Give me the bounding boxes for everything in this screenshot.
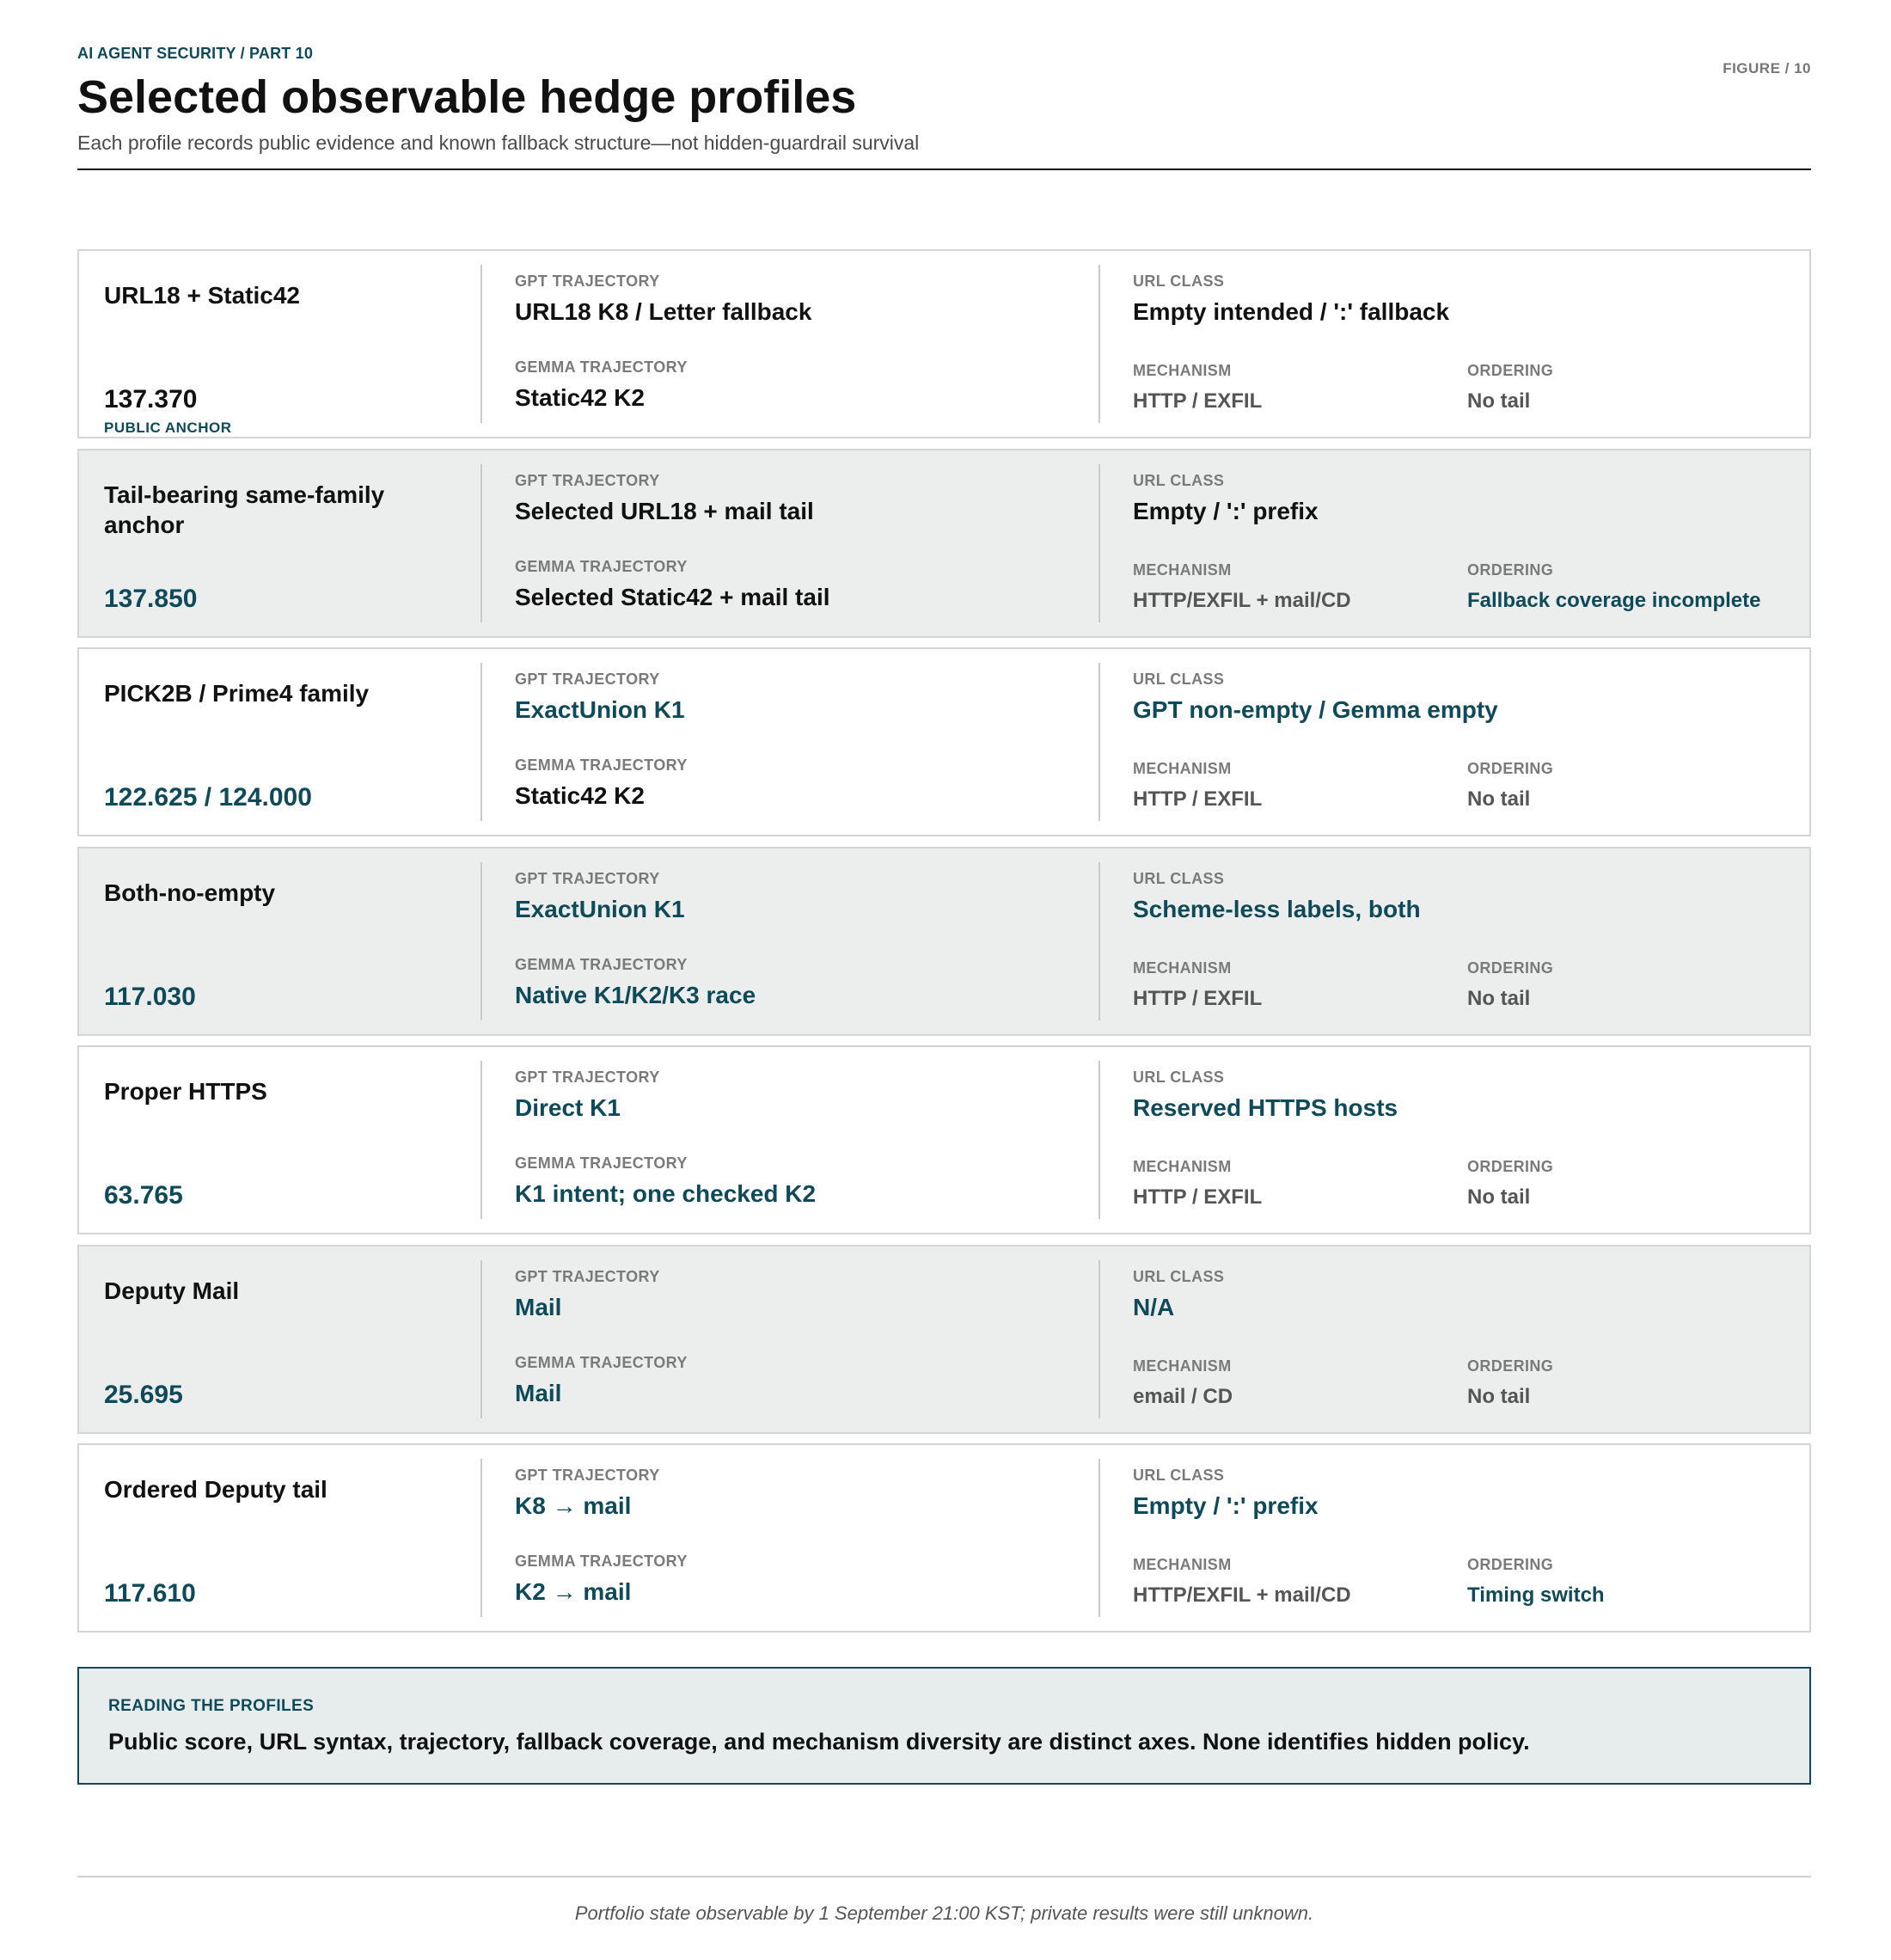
mechanism-value: HTTP / EXFIL xyxy=(1133,986,1263,1010)
profile-card xyxy=(77,449,1811,638)
mechanism-value: HTTP/EXFIL + mail/CD xyxy=(1133,1583,1351,1607)
profile-card xyxy=(77,647,1811,836)
profile-score: 117.030 xyxy=(104,982,196,1011)
public-anchor-label: PUBLIC ANCHOR xyxy=(104,420,232,436)
profile-card xyxy=(77,1045,1811,1234)
url-class-label: URL CLASS xyxy=(1133,1467,1225,1484)
profile-card xyxy=(77,1443,1811,1632)
note-title: READING THE PROFILES xyxy=(108,1697,315,1715)
gemma-trajectory-value: Selected Static42 + mail tail xyxy=(515,583,830,610)
gpt-trajectory-value: Direct K1 xyxy=(515,1094,621,1121)
ordering-label: ORDERING xyxy=(1467,1556,1554,1573)
mechanism-value: HTTP / EXFIL xyxy=(1133,389,1263,413)
mechanism-value: HTTP/EXFIL + mail/CD xyxy=(1133,588,1351,612)
column-divider xyxy=(1098,862,1100,1020)
column-divider xyxy=(480,862,482,1020)
profile-card xyxy=(77,249,1811,438)
page-title: Selected observable hedge profiles xyxy=(77,71,857,123)
ordering-label: ORDERING xyxy=(1467,560,1554,579)
column-divider xyxy=(480,1459,482,1617)
profile-score: 117.610 xyxy=(104,1579,196,1608)
mechanism-value: HTTP / EXFIL xyxy=(1133,787,1263,811)
mechanism-label: MECHANISM xyxy=(1133,959,1232,977)
url-class-value: GPT non-empty / Gemma empty xyxy=(1133,696,1498,723)
mechanism-label: MECHANISM xyxy=(1133,1158,1232,1175)
ordering-label: ORDERING xyxy=(1467,760,1554,777)
gemma-trajectory-label: GEMMA TRAJECTORY xyxy=(515,1353,688,1371)
gemma-trajectory-value: Static42 K2 xyxy=(515,782,645,809)
gpt-trajectory-value: ExactUnion K1 xyxy=(515,696,685,723)
mechanism-label: MECHANISM xyxy=(1133,362,1232,379)
url-class-value: Scheme-less labels, both xyxy=(1133,895,1421,922)
footer-rule xyxy=(77,1876,1811,1877)
gpt-trajectory-label: GPT TRAJECTORY xyxy=(515,471,660,489)
url-class-label: URL CLASS xyxy=(1133,869,1225,887)
ordering-label: ORDERING xyxy=(1467,362,1554,379)
url-class-label: URL CLASS xyxy=(1133,1267,1225,1285)
profile-list xyxy=(77,249,1811,1643)
profile-name: Ordered Deputy tail xyxy=(104,1476,327,1503)
profile-score: 122.625 / 124.000 xyxy=(104,783,312,812)
url-class-value: Empty intended / ':' fallback xyxy=(1133,298,1450,325)
url-class-value: Reserved HTTPS hosts xyxy=(1133,1094,1398,1121)
mechanism-value: HTTP / EXFIL xyxy=(1133,1185,1263,1209)
gpt-trajectory-value: Selected URL18 + mail tail xyxy=(515,497,814,524)
ordering-label: ORDERING xyxy=(1467,1158,1554,1175)
column-divider xyxy=(1098,663,1100,821)
profile-score: 25.695 xyxy=(104,1380,183,1409)
profile-name: PICK2B / Prime4 family xyxy=(104,680,370,707)
mechanism-label: MECHANISM xyxy=(1133,560,1232,579)
ordering-value: No tail xyxy=(1467,1185,1531,1209)
profile-name: URL18 + Static42 xyxy=(104,282,300,309)
url-class-label: URL CLASS xyxy=(1133,671,1225,688)
column-divider xyxy=(480,464,482,622)
gemma-trajectory-label: GEMMA TRAJECTORY xyxy=(515,557,688,575)
url-class-label: URL CLASS xyxy=(1133,273,1225,290)
footer-caption: Portfolio state observable by 1 September 21:00 KST; private results were still unknown. xyxy=(574,1902,1314,1924)
url-class-value: Empty / ':' prefix xyxy=(1133,1492,1319,1519)
mechanism-label: MECHANISM xyxy=(1133,760,1232,777)
profile-name: Tail-bearing same-family anchor xyxy=(104,481,385,538)
ordering-label: ORDERING xyxy=(1467,1357,1554,1375)
mechanism-label: MECHANISM xyxy=(1133,1357,1232,1375)
column-divider xyxy=(480,1260,482,1418)
url-class-value: Empty / ':' prefix xyxy=(1133,497,1319,524)
column-divider xyxy=(1098,1459,1100,1617)
profile-score: 137.370 xyxy=(104,385,198,413)
gpt-trajectory-label: GPT TRAJECTORY xyxy=(515,1267,660,1285)
gpt-trajectory-label: GPT TRAJECTORY xyxy=(515,273,660,290)
ordering-value: No tail xyxy=(1467,389,1531,413)
profile-name: Both-no-empty xyxy=(104,879,276,906)
gemma-trajectory-value: K1 intent; one checked K2 xyxy=(515,1180,817,1207)
column-divider xyxy=(480,265,482,423)
gpt-trajectory-label: GPT TRAJECTORY xyxy=(515,1069,660,1086)
gemma-trajectory-label: GEMMA TRAJECTORY xyxy=(515,1155,688,1172)
column-divider xyxy=(1098,265,1100,423)
gemma-trajectory-label: GEMMA TRAJECTORY xyxy=(515,756,688,774)
gemma-trajectory-value: K2 → mail xyxy=(515,1578,632,1605)
gpt-trajectory-label: GPT TRAJECTORY xyxy=(515,869,660,887)
profile-card xyxy=(77,847,1811,1036)
url-class-label: URL CLASS xyxy=(1133,1069,1225,1086)
gemma-trajectory-value: Static42 K2 xyxy=(515,384,645,411)
column-divider xyxy=(1098,1260,1100,1418)
gpt-trajectory-label: GPT TRAJECTORY xyxy=(515,1467,660,1484)
ordering-value: Fallback coverage incomplete xyxy=(1467,588,1761,612)
url-class-label: URL CLASS xyxy=(1133,471,1225,489)
gemma-trajectory-label: GEMMA TRAJECTORY xyxy=(515,1553,688,1570)
ordering-label: ORDERING xyxy=(1467,959,1554,977)
ordering-value: No tail xyxy=(1467,787,1531,811)
gpt-trajectory-label: GPT TRAJECTORY xyxy=(515,671,660,688)
profile-score: 63.765 xyxy=(104,1181,183,1210)
eyebrow: AI AGENT SECURITY / PART 10 xyxy=(77,45,314,62)
gpt-trajectory-value: URL18 K8 / Letter fallback xyxy=(515,298,812,325)
reading-note xyxy=(77,1667,1811,1785)
gpt-trajectory-value: ExactUnion K1 xyxy=(515,895,685,922)
gpt-trajectory-value: K8 → mail xyxy=(515,1492,632,1519)
page-subtitle: Each profile records public evidence and known fallback structure—not hidden-guardrail survival xyxy=(77,132,920,154)
url-class-value: N/A xyxy=(1133,1293,1175,1320)
gpt-trajectory-value: Mail xyxy=(515,1293,562,1320)
column-divider xyxy=(480,1061,482,1219)
note-text: Public score, URL syntax, trajectory, fallback coverage, and mechanism diversity are distinct axes. None identifies hidden policy. xyxy=(108,1729,1530,1755)
gemma-trajectory-value: Mail xyxy=(515,1379,562,1406)
mechanism-label: MECHANISM xyxy=(1133,1556,1232,1573)
gemma-trajectory-value: Native K1/K2/K3 race xyxy=(515,981,756,1008)
ordering-value: Timing switch xyxy=(1467,1583,1605,1607)
column-divider xyxy=(1098,1061,1100,1219)
profile-score: 137.850 xyxy=(104,584,198,613)
figure-tag: FIGURE / 10 xyxy=(1723,60,1811,77)
gemma-trajectory-label: GEMMA TRAJECTORY xyxy=(515,955,688,973)
profile-name: Proper HTTPS xyxy=(104,1078,267,1105)
ordering-value: No tail xyxy=(1467,1384,1531,1408)
gemma-trajectory-label: GEMMA TRAJECTORY xyxy=(515,358,688,376)
profile-name: Deputy Mail xyxy=(104,1277,240,1304)
header-rule xyxy=(77,168,1811,170)
column-divider xyxy=(480,663,482,821)
mechanism-value: email / CD xyxy=(1133,1384,1233,1408)
ordering-value: No tail xyxy=(1467,986,1531,1010)
profile-card xyxy=(77,1245,1811,1434)
column-divider xyxy=(1098,464,1100,622)
